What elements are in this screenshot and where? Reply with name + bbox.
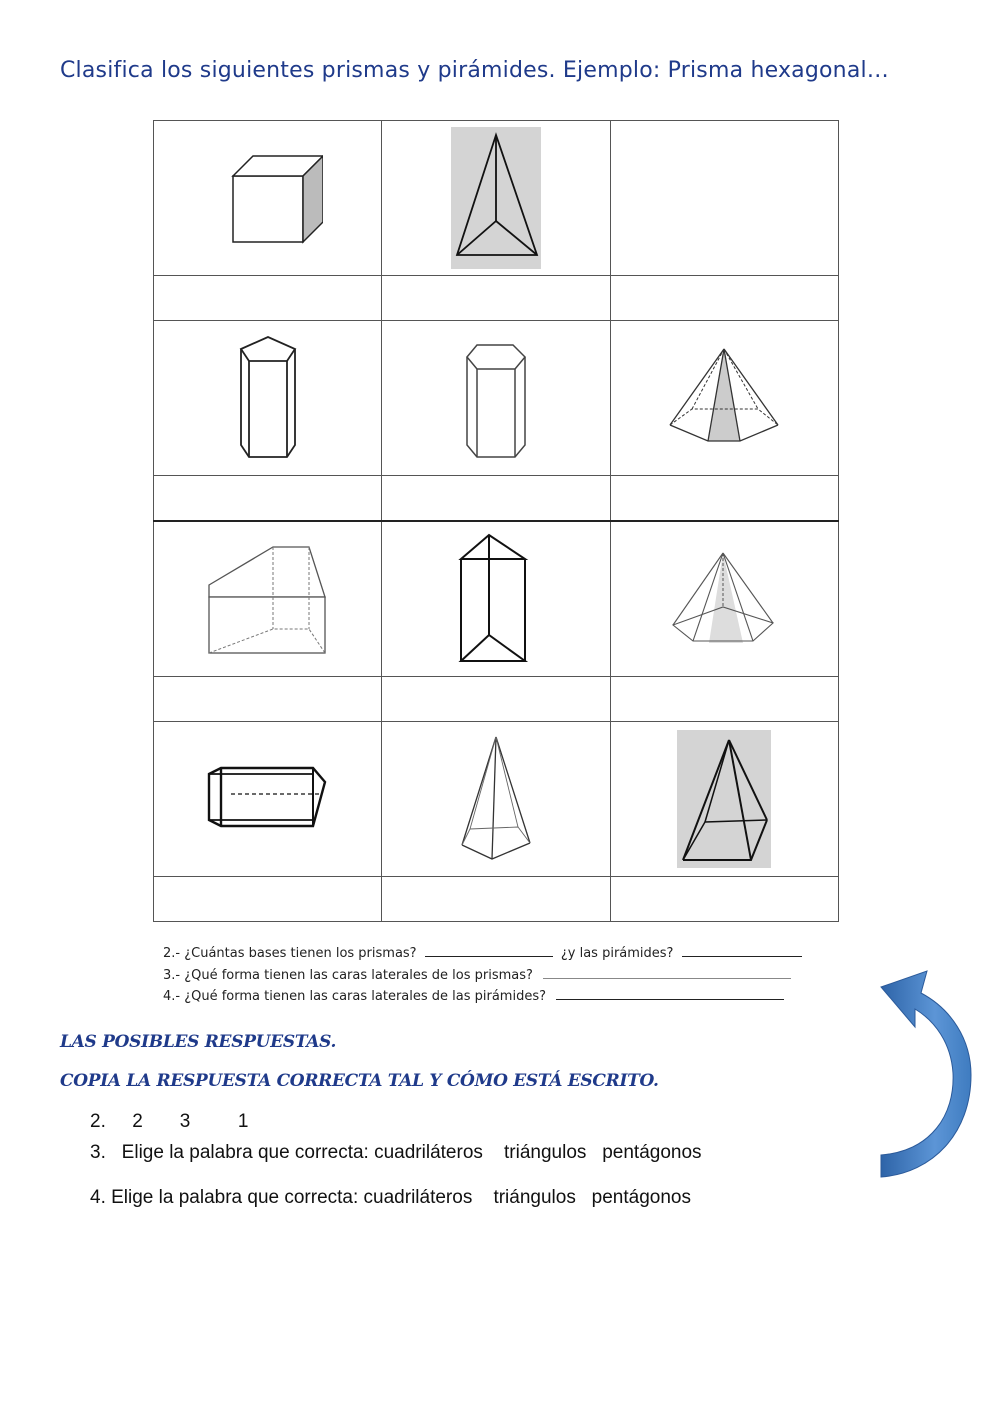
pentagonal-pyramid-cell (610, 521, 838, 677)
option-3: 3. Elige la palabra que correcta: cuadriláteros triángulos pentágonos (90, 1142, 702, 1163)
triangular-prism-figure (451, 531, 541, 667)
hexagonal-prism-horizontal-cell (154, 722, 382, 877)
question-2-text: 2.- ¿Cuántas bases tienen los prismas? (163, 946, 417, 961)
hexagonal-pyramid-figure (664, 343, 784, 453)
figure-row (154, 722, 839, 877)
figure-row (154, 521, 839, 677)
square-pyramid-cell (382, 121, 610, 276)
answer-line[interactable] (425, 944, 553, 957)
figures-table (153, 120, 839, 922)
answer-cell[interactable] (154, 476, 382, 522)
answer-cell[interactable] (610, 476, 838, 522)
hexagonal-prism-figure (451, 333, 541, 463)
answer-cell[interactable] (610, 877, 838, 922)
trapezoidal-prism-figure (203, 539, 333, 659)
option-4: 4. Elige la palabra que correcta: cuadriláteros triángulos pentágonos (90, 1187, 691, 1208)
square-pyramid-gray-figure (451, 127, 541, 269)
answer-row (154, 476, 839, 522)
cube-figure (213, 148, 323, 248)
answers-heading: LAS POSIBLES RESPUESTAS. (60, 1032, 337, 1052)
option-2: 2. 2 3 1 (90, 1111, 249, 1132)
answer-line[interactable] (682, 944, 802, 957)
questions-block (163, 943, 802, 1008)
answer-cell[interactable] (382, 276, 610, 321)
answer-cell[interactable] (154, 677, 382, 722)
question-2 (163, 943, 802, 965)
answer-cell[interactable] (154, 276, 382, 321)
pentagonal-prism-cell (154, 321, 382, 476)
answer-line[interactable] (543, 966, 791, 979)
answer-cell[interactable] (382, 476, 610, 522)
square-pyramid-gray-2-cell (610, 722, 838, 877)
tall-pentagonal-pyramid-cell (382, 722, 610, 877)
square-pyramid-gray-2-figure (677, 730, 771, 868)
question-3-text: 3.- ¿Qué forma tienen las caras laterales de los prismas? (163, 967, 533, 983)
figure-row (154, 321, 839, 476)
cube-cell (154, 121, 382, 276)
worksheet-title: Clasifica los siguientes prismas y pirámides. Ejemplo: Prisma hexagonal… (60, 58, 890, 83)
question-4-text: 4.- ¿Qué forma tienen las caras laterales de las pirámides? (163, 989, 547, 1004)
pentagonal-pyramid-figure (669, 547, 779, 651)
hexagonal-prism-horizontal-figure (203, 764, 333, 834)
curved-arrow-icon (875, 965, 975, 1185)
question-2b-text: ¿y las pirámides? (560, 946, 674, 961)
triangular-prism-cell (382, 521, 610, 677)
answer-line[interactable] (556, 987, 784, 1000)
answer-cell[interactable] (382, 877, 610, 922)
trapezoidal-prism-cell (154, 521, 382, 677)
hexagonal-prism-cell (382, 321, 610, 476)
figure-row (154, 121, 839, 276)
copy-heading: COPIA LA RESPUESTA CORRECTA TAL Y CÓMO ESTÁ ESCRITO. (60, 1071, 659, 1091)
answer-row (154, 877, 839, 922)
answer-row (154, 276, 839, 321)
empty-cell (610, 121, 838, 276)
answer-cell[interactable] (610, 677, 838, 722)
pentagonal-prism-figure (223, 333, 313, 463)
tall-pentagonal-pyramid-figure (456, 733, 536, 865)
answer-cell[interactable] (382, 677, 610, 722)
question-4 (163, 986, 802, 1008)
answer-cell[interactable] (154, 877, 382, 922)
answer-row (154, 677, 839, 722)
question-3 (163, 965, 802, 987)
answer-cell[interactable] (610, 276, 838, 321)
hexagonal-pyramid-cell (610, 321, 838, 476)
